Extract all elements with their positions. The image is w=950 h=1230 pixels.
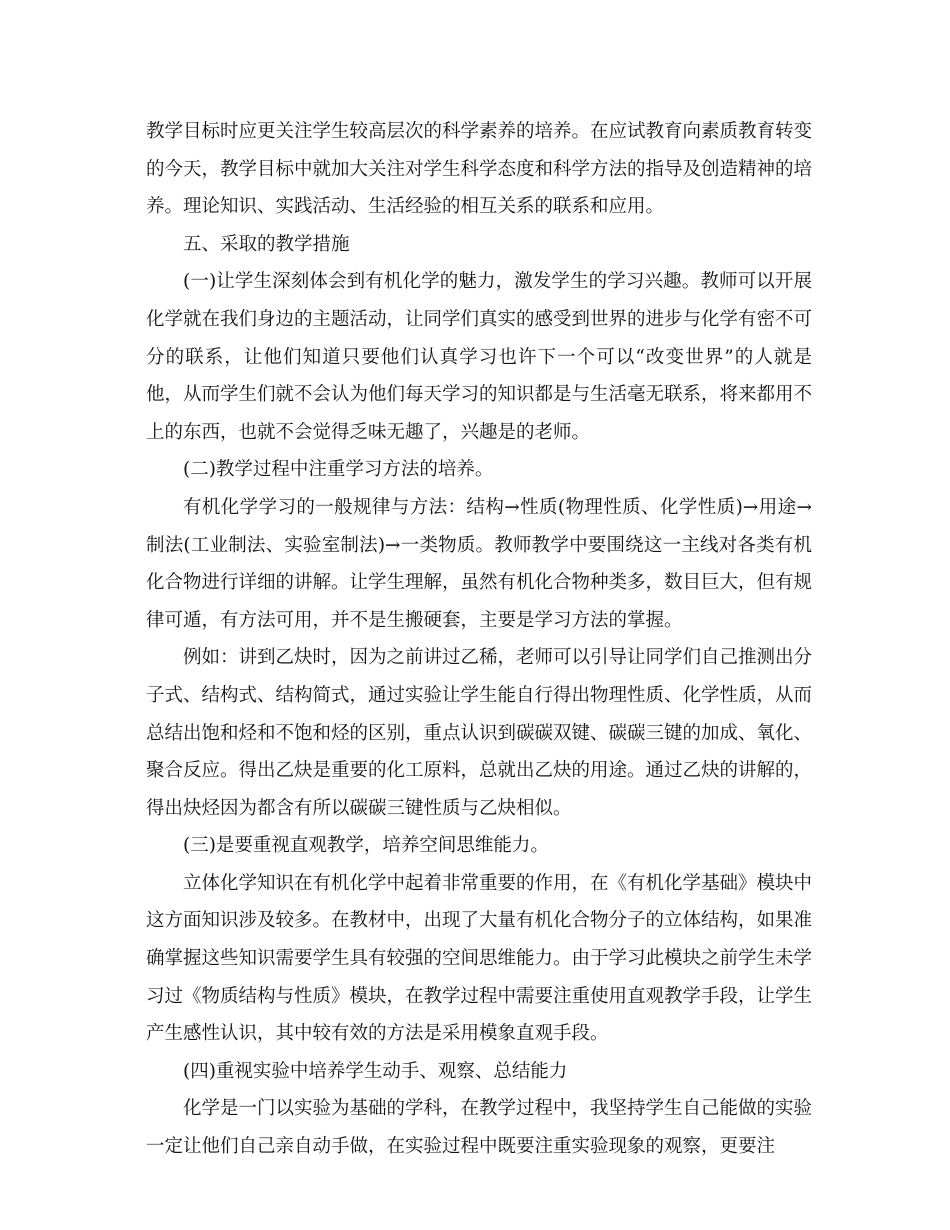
subheading-measure-3: (三)是要重视直观教学，培养空间思维能力。 xyxy=(183,835,549,857)
paragraph-acetylene-example: 例如：讲到乙炔时，因为之前讲过乙稀，老师可以引导让同学们自己推测出分子式、结构式、结构简式，通过实验让学生能自行得出物理性质、化学性质，从而总结出饱和烃和不饱和烃的区别，重点认识到碳碳双键、碳碳三键的加成、氧化、聚合反应。得出乙炔是重要的化工原料，总就出乙炔的用途。通过乙炔的讲解的，得出炔烃因为都含有所以碳碳三键性质与乙炔相似。 xyxy=(146,647,813,819)
paragraph-stereochemistry: 立体化学知识在有机化学中起着非常重要的作用，在《有机化学基础》模块中这方面知识涉及较多。在教材中，出现了大量有机化合物分子的立体结构，如果准确掌握这些知识需要学生具有较强的空间思维能力。由于学习此模块之前学生未学习过《物质结构与性质》模块，在教学过程中需要注重使用直观教学手段，让学生产生感性认识，其中较有效的方法是采用模象直观手段。 xyxy=(146,872,813,1045)
paragraph-teaching-goals: 教学目标时应更关注学生较高层次的科学素养的培养。在应试教育向素质教育转变的今天，教学目标中就加大关注对学生科学态度和科学方法的指导及创造精神的培养。理论知识、实践活动、生活经验的相互关系的联系和应用。 xyxy=(146,121,813,218)
document-body xyxy=(146,113,812,1166)
paragraph-learning-methods: 有机化学学习的一般规律与方法：结构→性质(物理性质、化学性质)→用途→制法(工业制法、实验室制法)→一类物质。教师教学中要围绕这一主线对各类有机化合物进行详细的讲解。让学生理解，虽然有机化合物种类多，数目巨大，但有规律可遁，有方法可用，并不是生搬硬套，主要是学习方法的掌握。 xyxy=(146,496,813,631)
paragraph-measure-1: (一)让学生深刻体会到有机化学的魅力，激发学生的学习兴趣。教师可以开展化学就在我们身边的主题活动，让同学们真实的感受到世界的进步与化学有密不可分的联系，让他们知道只要他们认真学习也许下一个可以“改变世界”的人就是他，从而学生们就不会认为他们每天学习的知识都是与生活毫无联系，将来都用不上的东西，也就不会觉得乏味无趣了，兴趣是的老师。 xyxy=(146,271,813,443)
section-heading-teaching-measures: 五、采取的教学措施 xyxy=(183,233,350,255)
subheading-measure-2: (二)教学过程中注重学习方法的培养。 xyxy=(183,459,494,481)
subheading-measure-4: (四)重视实验中培养学生动手、观察、总结能力 xyxy=(183,1060,568,1082)
paragraph-experiments: 化学是一门以实验为基础的学科，在教学过程中，我坚持学生自己能做的实验一定让他们自己亲自动手做，在实验过程中既要注重实验现象的观察，更要注 xyxy=(146,1098,813,1158)
